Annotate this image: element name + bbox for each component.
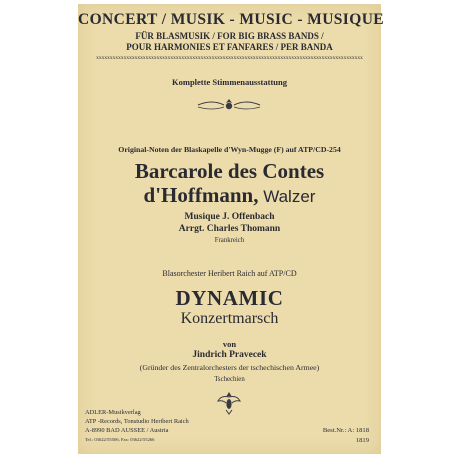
publisher-name: ADLER-Musikverlag [85, 409, 141, 416]
work-2-source: Blasorchester Heribert Raich auf ATP/CD [162, 269, 297, 278]
order-number: Best.Nr.: A: 1818 [322, 427, 369, 434]
work-2-country: Tschechien [214, 376, 245, 383]
cover-title: CONCERT / MUSIK - MUSIC - MUSIQUE [78, 11, 385, 28]
work-2-composer: Jindrich Pravecek [192, 350, 267, 360]
publisher-line-2: ATP -Records, Tonstudio Heribert Raich [85, 418, 189, 425]
work-2-genre: Konzertmarsch [180, 310, 279, 327]
work-2-by: von [222, 339, 237, 349]
work-1-arranger: Arrgt. Charles Thomann [178, 224, 281, 234]
eagle-logo-icon [215, 389, 243, 415]
work-1-source: Original-Noten der Blaskapelle d'Wyn-Mugge (F) auf ATP/CD-254 [118, 145, 341, 154]
publisher-contact: Tel.: 03622/55506, Fax: 03622/55266 [85, 437, 155, 442]
x-separator: xxxxxxxxxxxxxxxxxxxxxxxxxxxxxxxxxxxxxxxxxxxxxxxxxxxxxxxxxxxxxxxxxxxxxxxxxxxxxxxxxxxxxxxxxxxxxxxxx [96, 55, 363, 61]
scoring-note: Komplette Stimmenausstattung [172, 77, 287, 87]
work-1-title-line-2 [78, 183, 381, 208]
cover-subtitle-1: FÜR BLASMUSIK / FOR BIG BRASS BANDS / [135, 31, 324, 41]
work-1-title-line-1: Barcarole des Contes [134, 159, 325, 183]
publisher-address: A-8990 BAD AUSSEE / Austria [85, 427, 169, 434]
work-1-composer: Musique J. Offenbach [184, 212, 275, 222]
cover-subtitle-2: POUR HARMONIES ET FANFARES / PER BANDA [126, 42, 333, 52]
sheet-music-cover [78, 4, 385, 454]
work-1-country: Frankreich [214, 237, 245, 244]
work-1-title-suffix: Walzer [258, 187, 316, 206]
work-2-title: DYNAMIC [175, 286, 284, 310]
work-1-title-main: d'Hoffmann, [143, 183, 259, 207]
ornament-divider-icon [196, 97, 262, 113]
order-number-2: 1819 [355, 437, 369, 444]
work-2-note: (Gründer des Zentralorchesters der tschechischen Armee) [139, 363, 320, 372]
